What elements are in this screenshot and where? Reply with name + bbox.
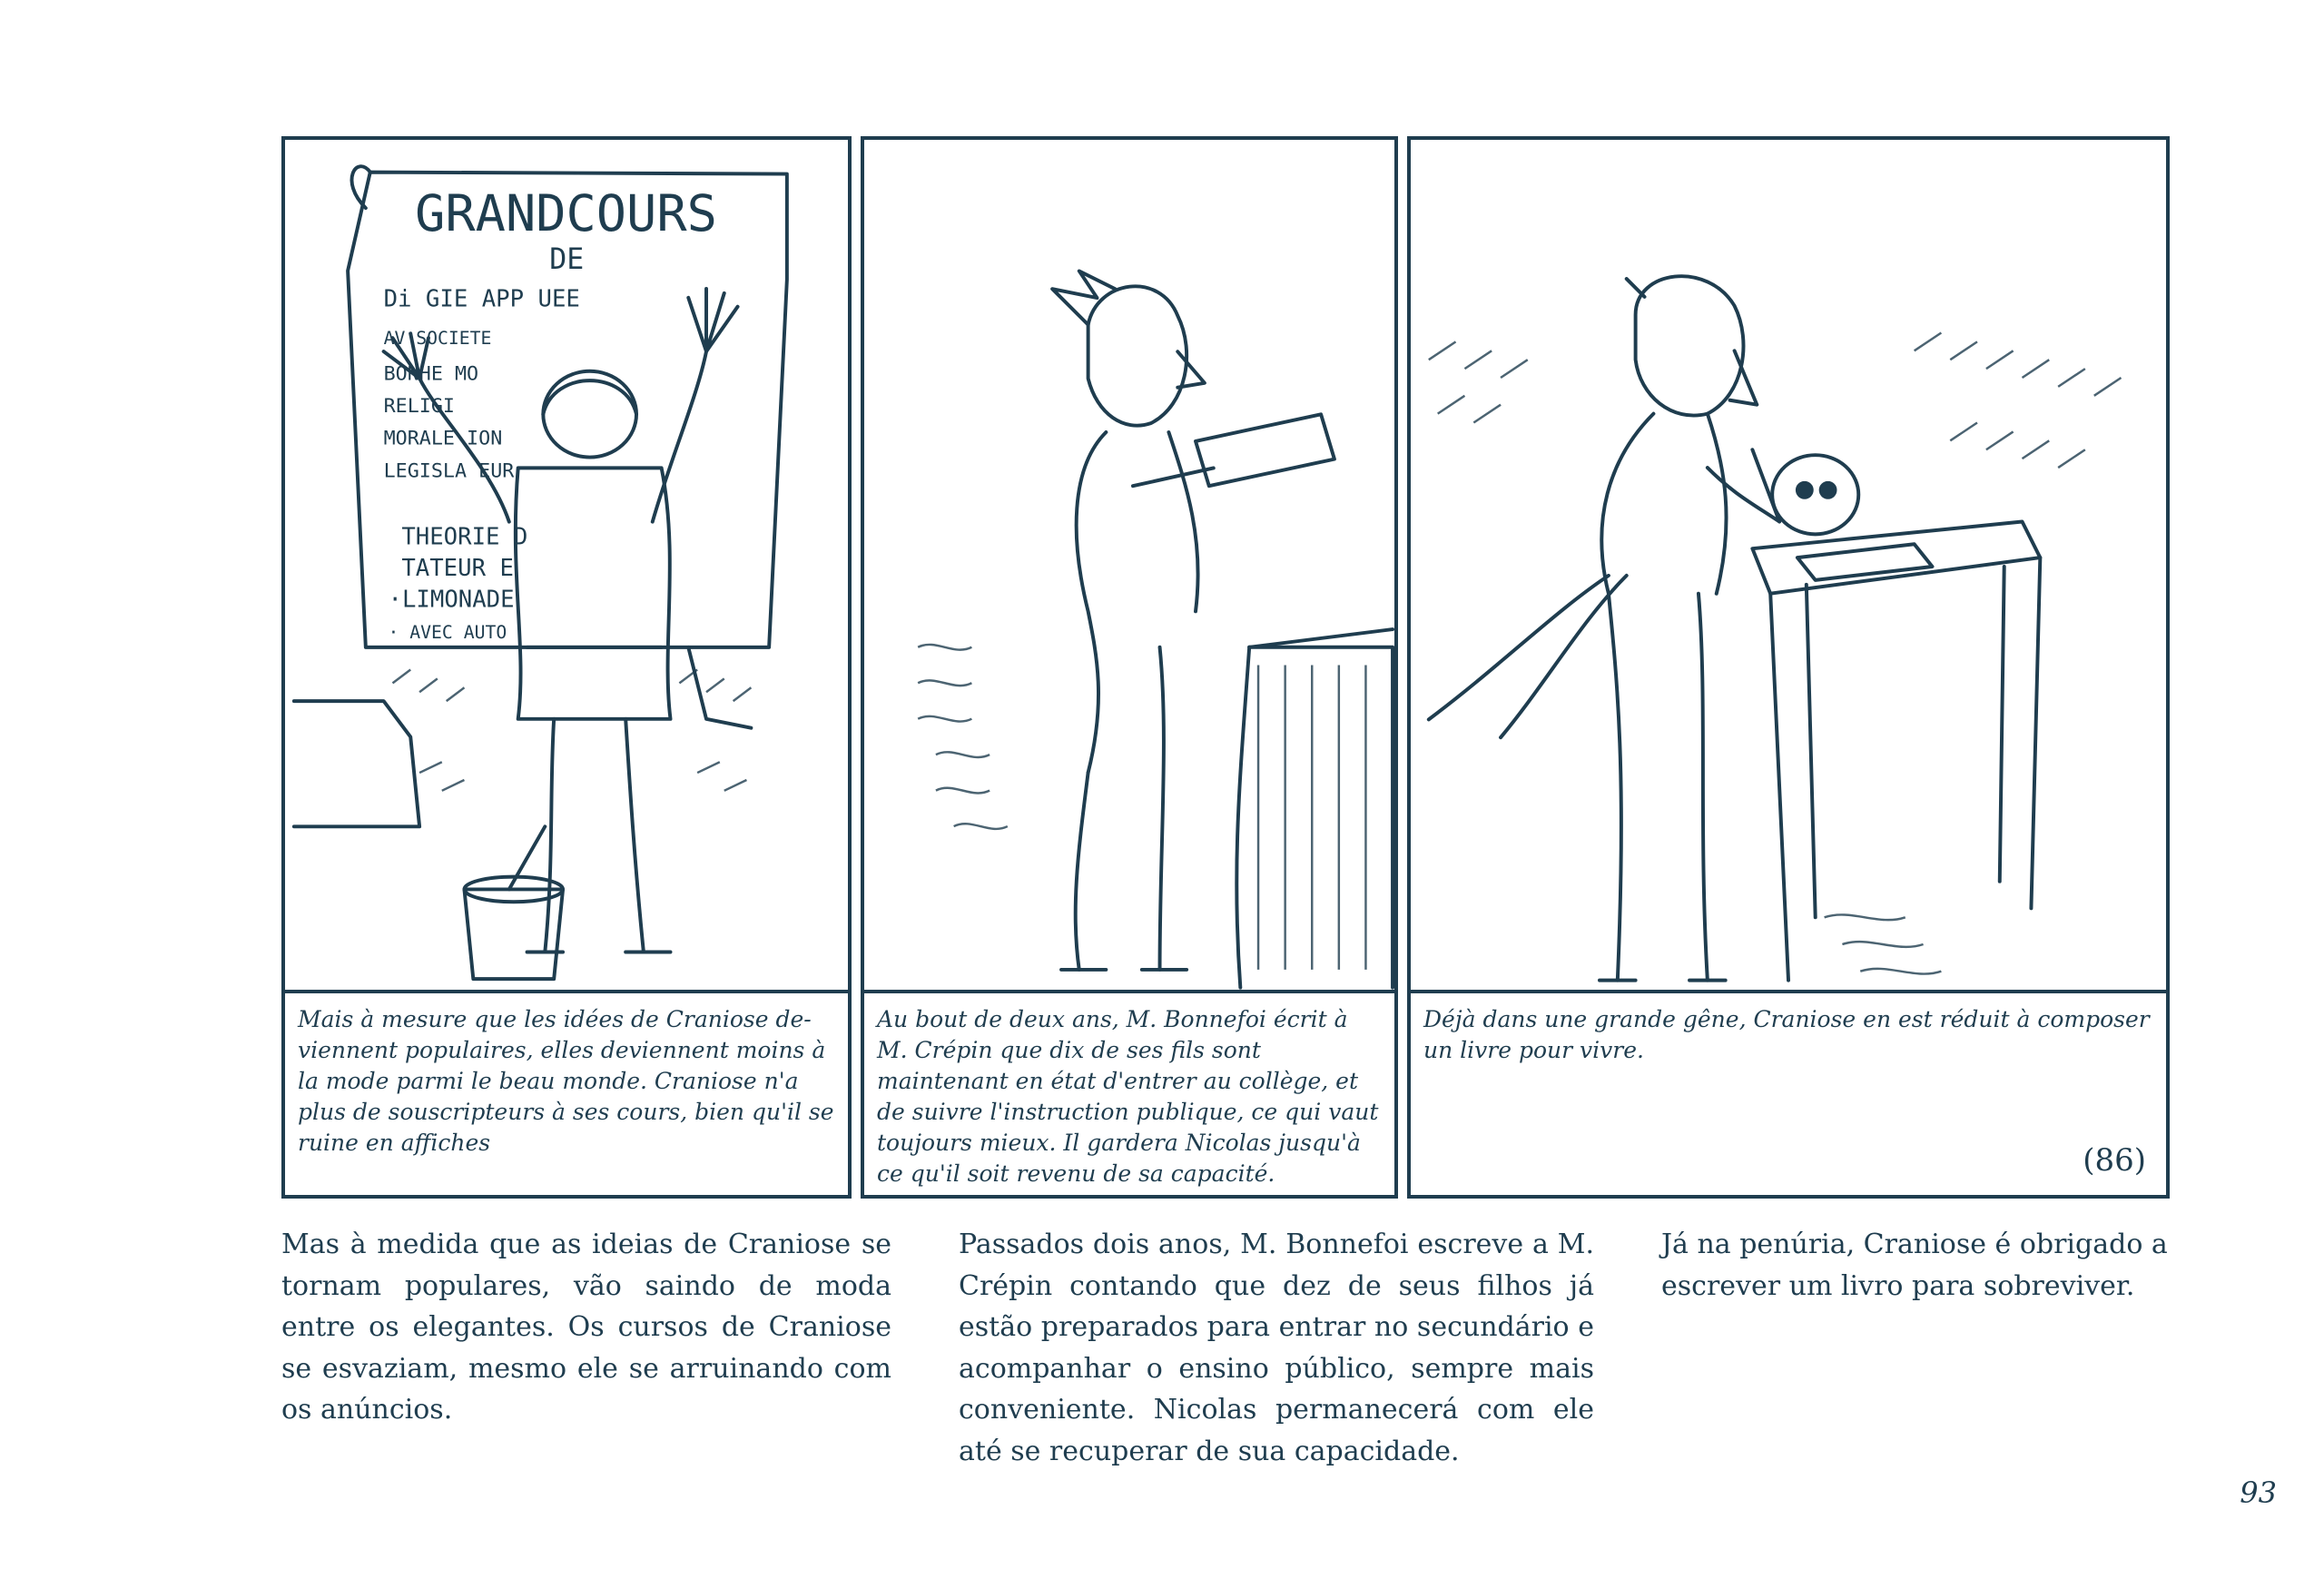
panel-number: (86) <box>2083 1142 2146 1179</box>
poster-line: Di GIE APP UEE <box>383 285 580 313</box>
text-column-2: Passados dois anos, M. Bonnefoi escreve a M. Crépin contando que dez de seus filhos já estão preparados para entrar no secundário e acompanhar o ensino público, sempre mais conveniente. Nicolas permanecerá com ele até se recuperar de sua capacidade. <box>959 1229 1594 1467</box>
panel-2-caption: Au bout de deux ans, M. Bonnefoi écrit à M. Crépin que dix de ses fils sont maintenant en état d'entrer au collège, et de suivre l'instruction publique, ce qui vaut toujours mieux. Il gardera Nicolas jusqu'à ce qu'il soit revenu de sa capacité. <box>864 990 1394 1195</box>
panel-3-illustration <box>1411 140 2166 993</box>
poster-line: · AVEC AUTO <box>388 621 507 643</box>
page-number: 93 <box>2240 1475 2277 1510</box>
panel-2-illustration <box>864 140 1394 993</box>
poster-line: THEORIE D <box>401 523 528 551</box>
text-column-1: Mas à medida que as ideias de Craniose se tornam populares, vão saindo de moda entre os elegantes. Os cursos de Craniose se esvaziam, mesmo ele se arruinando com os anúncios. <box>281 1229 891 1426</box>
poster-line: MORALE ION <box>383 427 503 450</box>
poster-line: BONHE MO <box>383 362 479 386</box>
poster-de: DE <box>549 243 585 277</box>
comic-strip <box>281 136 2170 1199</box>
poster-line: RELIGI <box>383 395 456 419</box>
poster-title: GRANDCOURS <box>415 184 717 243</box>
text-column-3: Já na penúria, Craniose é obrigado a escrever um livro para sobreviver. <box>1661 1229 2168 1302</box>
comic-panel-2 <box>861 136 1398 1199</box>
panel-3-caption: Déjà dans une grande gêne, Craniose en est réduit à composer un livre pour vivre. <box>1411 990 2166 1195</box>
poster-line: AV SOCIETE <box>383 328 492 350</box>
panel-1-caption: Mais à mesure que les idées de Craniose de- viennent populaires, elles deviennent moins à la mode parmi le beau monde. Craniose n'a plus de souscripteurs à ses cours, bien qu'il se ruine en affiches <box>285 990 848 1195</box>
poster-line: ·LIMONADE <box>388 586 515 614</box>
comic-panel-3 <box>1407 136 2170 1199</box>
panel-1-illustration <box>285 140 848 993</box>
comic-panel-1 <box>281 136 852 1199</box>
poster-line: LEGISLA EUR <box>383 459 515 483</box>
poster-line: TATEUR E <box>401 554 514 582</box>
